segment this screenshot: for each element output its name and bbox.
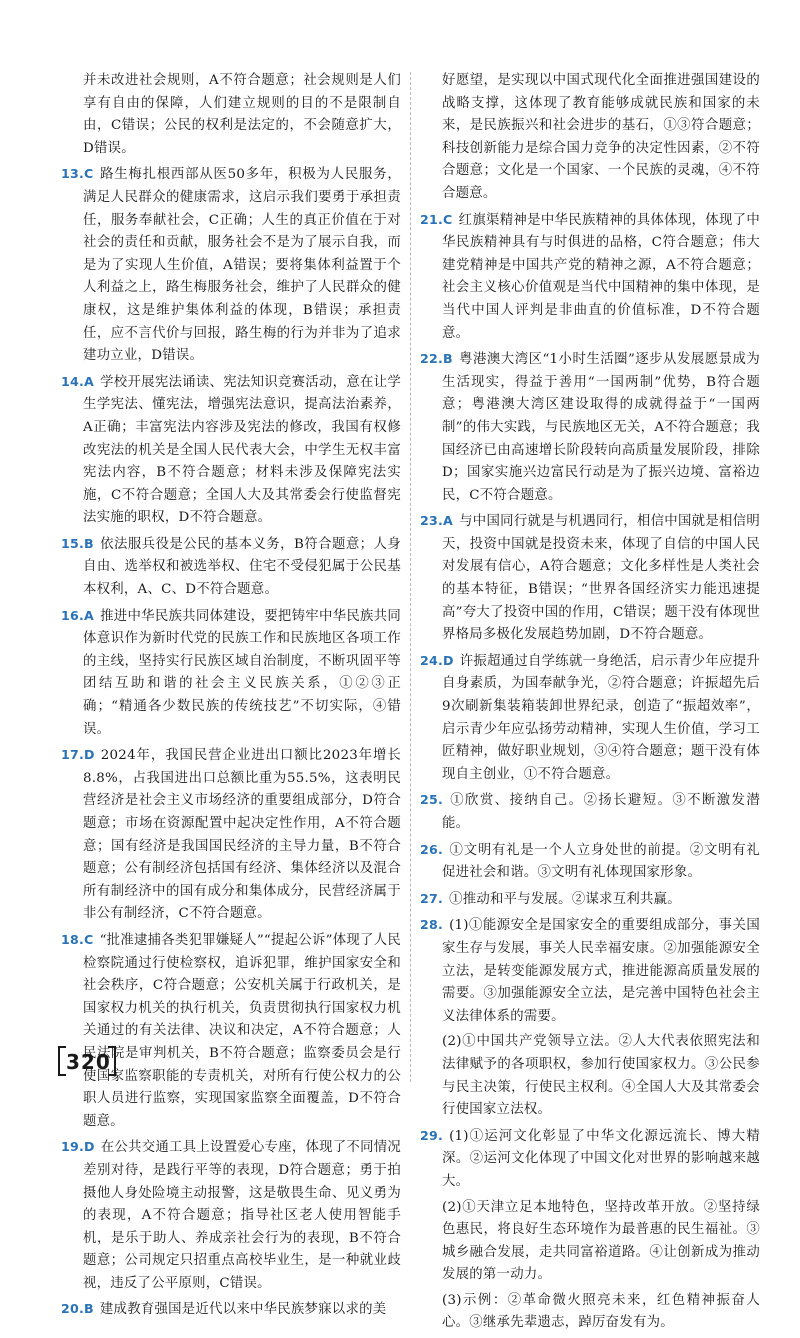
answer-item-24D [420,650,760,787]
answer-text: 路生梅扎根西部从医50多年，积极为人民服务，满足人民群众的健康需求，这启示我们要勇于承担责任，服务奉献社会，C正确；人生的真正价值在于对社会的责任和贡献，服务社会不是为了展示自我，而是为了实现人生价值，A错误；要将集体利益置于个人利益之上，路生梅服务社会，维护了人民群众的健康权，这是维护集体利益的体现，B错误；承担责任，应不言代价与回报，路生梅的行为并非为了追求建功立业，D错误。 [83,167,401,364]
answer-text: 红旗渠精神是中华民族精神的具体体现，体现了中华民族精神具有与时俱进的品格，C符合题意；伟大建党精神是中国共产党的精神之源，A不符合题意；社会主义核心价值观是当代中国精神的集中体现，是当代中国人评判是非曲直的价值标准，D不符合题意。 [442,212,760,341]
answer-continuation [420,70,760,206]
answer-text: (2)①天津立足本地特色，坚持改革开放。②坚持绿色惠民，将良好生态环境作为最普惠的民生福祉。③城乡融合发展，走共同富裕道路。④让创新成为推动发展的第一动力。 [442,1199,760,1283]
answer-item-19D [61,1136,401,1295]
answer-text: 推进中华民族共同体建设，要把铸牢中华民族共同体意识作为新时代党的民族工作和民族地区各项工作的主线，坚持实行民族区域自治制度，不断巩固平等团结互助和谐的社会主义民族关系，①②③正确；“精通各少数民族的传统技艺”不切实际，④错误。 [83,608,401,737]
question-number: 25. [420,792,444,808]
answer-continuation [61,70,401,160]
question-number: 19.D [61,1139,95,1155]
question-number: 21.C [420,211,453,227]
answer-text: ①推动和平与发展。②谋求互利共赢。 [449,891,681,907]
answer-text: 在公共交通工具上设置爱心专座，体现了不同情况差别对待，是践行平等的表现，D符合题意；勇于拍摄他人身处险境主动报警，这是敬畏生命、见义勇为的表现，A不符合题意；指导社区老人使用智能手机，是乐于助人、养成亲社会行为的表现，B不符合题意；公司规定只招重点高校毕业生，是一种就业歧视，违反了公平原则，C错误。 [83,1140,401,1291]
answer-text: 学校开展宪法诵读、宪法知识竞赛活动，意在让学生学宪法、懂宪法，增强宪法意识，提高法治素养，A正确；丰富宪法内容涉及宪法的修改，我国有权修改宪法的机关是全国人民代表大会，中学生无权丰富宪法内容，B不符合题意；材料未涉及保障宪法实施，C不符合题意；全国人大及其常委会行使监督宪法实施的职权，D不符合题意。 [83,374,401,526]
answer-text: (1)①运河文化彰显了中华文化源远流长、博大精深。②运河文化体现了中国文化对世界的影响越来越大。 [442,1128,760,1189]
question-number: 29. [420,1127,444,1143]
question-number: 16.A [61,607,95,623]
answer-item-16A [61,605,401,742]
answer-item-27 [420,888,760,912]
question-number: 28. [420,917,444,933]
question-number: 23.A [420,513,454,529]
answer-item-20B [61,1298,401,1322]
page-number-bracket-left [58,1046,66,1076]
answer-item-18C [61,929,401,1133]
answer-text: ①欣赏、接纳自己。②扬长避短。③不断激发潜能。 [442,793,760,831]
answer-text: 粤港澳大湾区“1小时生活圈”逐步从发展愿景成为生活现实，得益于善用“一国两制”优势，B符合题意；粤港澳大湾区建设取得的成就得益于“一国两制”的伟大实践，与民族地区无关，A不符合题意；我国经济已由高速增长阶段转向高质量发展阶段，排除D；国家实施兴边富民行动是为了振兴边境、富裕边民，C不符合题意。 [442,352,760,503]
answer-continuation [420,1197,760,1287]
question-number: 27. [420,890,444,906]
question-number: 24.D [420,652,454,668]
answer-item-21C [420,209,760,346]
question-number: 18.C [61,931,94,947]
answer-continuation [420,1031,760,1121]
answer-item-25 [420,789,760,835]
answer-text: 2024年，我国民营企业进出口额比2023年增长8.8%，占我国进出口总额比重为55.5%，这表明民营经济是社会主义市场经济的重要组成部分，D符合题意；市场在资源配置中起决定性作用，A不符合题意；国有经济是我国国民经济的主导力量，B不符合题意；公有制经济包括国有经济、集体经济以及混合所有制经济中的国有成分和集体成分，民营经济属于非公有制经济，C不符合题意。 [83,748,401,922]
question-number: 22.B [420,351,453,367]
answer-text: 依法服兵役是公民的基本义务，B符合题意；人身自由、选举权和被选举权、住宅不受侵犯属于公民基本权利，A、C、D不符合题意。 [83,536,401,598]
answer-item-13C [61,163,401,367]
answer-item-29 [420,1125,760,1194]
question-number: 15.B [61,535,94,551]
answer-text: ①文明有礼是一个人立身处世的前提。②文明有礼促进社会和谐。③文明有礼体现国家形象。 [442,842,760,881]
left-column [61,70,401,1325]
answer-item-22B [420,348,760,507]
answer-text: “批准逮捕各类犯罪嫌疑人”“提起公诉”体现了人民检察院通过行使检察权，追诉犯罪，维护国家安全和社会秩序，C符合题意；公安机关属于行政机关，是国家权力机关的执行机关，负责贯彻执行国家权力机关通过的有关法律、决议和决定，A不符合题意；人民法院是审判机关，B不符合题意；监察委员会是行使国家监察职能的专责机关，对所有行使公权力的公职人员进行监察，实现国家监察全面覆盖，D不符合题意。 [83,932,401,1129]
answer-text: (3)示例：②革命微火照亮未来，红色精神振奋人心。③继承先辈遗志，踔厉奋发有为。 [442,1292,760,1331]
answer-item-17D [61,744,401,926]
answer-item-28 [420,914,760,1028]
answer-text: 并未改进社会规则，A不符合题意；社会规则是人们享有自由的保障，人们建立规则的目的不是限制自由，C错误；公民的权利是法定的，不会随意扩大，D错误。 [83,73,401,156]
answer-item-23A [420,510,760,647]
answer-text: (2)①中国共产党领导立法。②人大代表依照宪法和法律赋予的各项职权，参加行使国家权力。③公民参与民主决策，行使民主权利。④全国人大及其常委会行使国家立法权。 [442,1034,760,1118]
question-number: 17.D [61,747,95,763]
page-number: 320 [66,1050,111,1074]
answer-text: (1)①能源安全是国家安全的重要组成部分，事关国家生存与发展，事关人民幸福安康。②加强能源安全立法，是转变能源发展方式，推进能源高质量发展的需要。③加强能源安全立法，是完善中国特色社会主义法律体系的需要。 [442,918,760,1024]
question-number: 26. [420,841,444,857]
answer-continuation [420,1290,760,1335]
column-divider [410,72,411,1082]
answer-text: 好愿望，是实现以中国式现代化全面推进强国建设的战略支撑，这体现了教育能够成就民族和国家的未来，是民族振兴和社会进步的基石，①③符合题意；科技创新能力是综合国力竞争的决定性因素，②不符合题意；文化是一个国家、一个民族的灵魂，④不符合题意。 [442,73,760,201]
question-number: 20.B [61,1301,94,1317]
answer-item-15B [61,533,401,602]
page-number-bracket-right [108,1046,116,1076]
question-number: 13.C [61,166,94,182]
answer-item-14A [61,371,401,530]
question-number: 14.A [61,373,95,389]
answer-text: 与中国同行就是与机遇同行，相信中国就是相信明天，投资中国就是投资未来，体现了自信的中国人民对发展有信心，A符合题意；文化多样性是人类社会的基本特征，B错误；“世界各国经济实力能迅速提高”夸大了投资中国的作用，C错误；题干没有体现世界格局多极化发展趋势加剧，D不符合题意。 [442,514,760,643]
right-column [420,70,760,1338]
answer-item-26 [420,839,760,885]
answer-text: 建成教育强国是近代以来中华民族梦寐以求的美 [99,1302,387,1318]
answer-text: 许振超通过自学练就一身绝活，启示青少年应提升自身素质，为国奉献争光，②符合题意；许振超先后9次刷新集装箱装卸世界纪录，创造了“振超效率”，启示青少年应弘扬劳动精神，实现人生价值，学习工匠精神，做好职业规划，③④符合题意；题干没有体现自主创业，①不符合题意。 [442,653,760,782]
